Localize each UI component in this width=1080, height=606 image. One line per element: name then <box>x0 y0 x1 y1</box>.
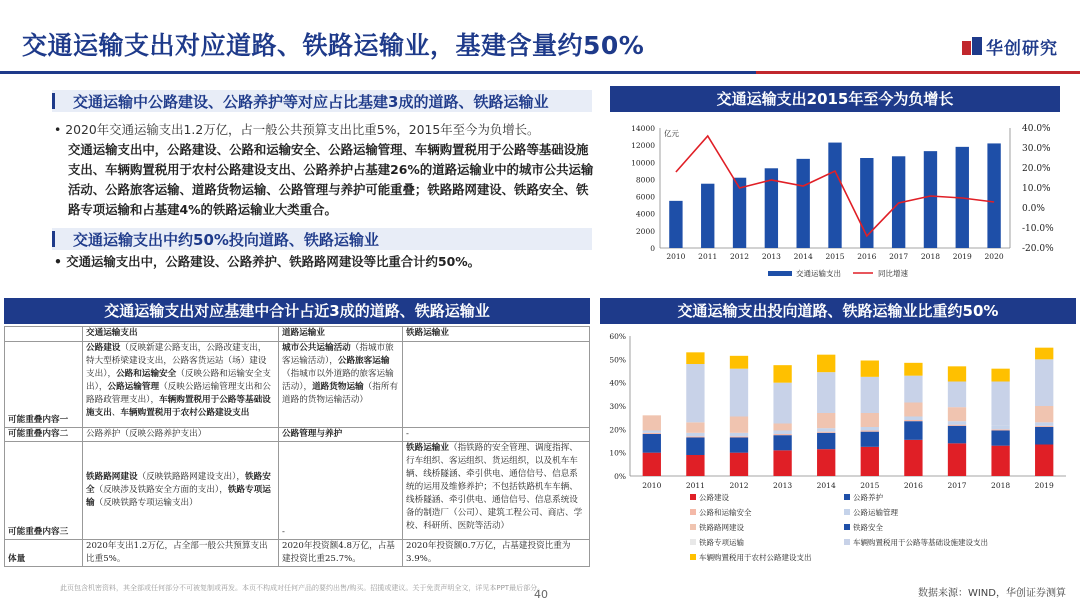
table-text: （反映公路运输管理支出和公路路政管理支出）， <box>86 382 271 405</box>
stack-segment <box>730 417 748 433</box>
legend-label: 铁路专项运输 <box>699 538 744 547</box>
stack-segment <box>904 376 922 403</box>
y-tick-label: 30% <box>609 402 626 411</box>
table-row-label: 体量 <box>5 540 83 567</box>
table-cell <box>279 342 403 428</box>
legend-label: 公路建设 <box>699 493 729 502</box>
stack-segment <box>686 352 704 364</box>
stack-segment <box>730 436 748 437</box>
x-tick-label: 2014 <box>793 252 813 261</box>
x-tick-label: 2012 <box>729 481 749 490</box>
stack-segment <box>730 433 748 437</box>
stack-segment <box>1035 427 1053 445</box>
stack-segment <box>948 443 966 476</box>
table-keyword: 铁路安全 <box>86 472 271 495</box>
stack-segment <box>686 436 704 437</box>
bullet-dot-icon: • <box>54 254 67 269</box>
heading-bar-icon <box>52 231 55 247</box>
legend-label: 公路和运输安全 <box>699 508 752 517</box>
table-cell <box>83 442 279 540</box>
bullet-dot-icon: • <box>54 122 66 137</box>
stack-segment <box>1035 359 1053 406</box>
stack-segment <box>643 433 661 434</box>
table-keyword: 铁路运输业 <box>406 443 449 453</box>
stack-segment <box>904 420 922 421</box>
chart-bottom-banner: 交通运输支出投向道路、铁路运输业比重约50% <box>600 298 1076 324</box>
bar-mark <box>924 151 937 248</box>
stack-segment <box>991 431 1009 446</box>
table-keyword: 铁路路网建设 <box>86 472 138 482</box>
stack-segment <box>730 356 748 369</box>
brand-logo <box>962 34 1058 59</box>
x-tick-label: 2017 <box>947 481 967 490</box>
stack-segment <box>904 403 922 417</box>
table-header: 道路运输业 <box>279 327 403 342</box>
x-tick-label: 2014 <box>816 481 836 490</box>
x-tick-label: 2010 <box>642 481 662 490</box>
stack-segment <box>773 424 791 431</box>
legend-swatch <box>690 509 696 515</box>
table-keyword: 城市公共运输活动 <box>282 343 351 353</box>
x-tick-label: 2016 <box>857 252 877 261</box>
x-tick-label: 2017 <box>889 252 909 261</box>
y2-tick-label: 20.0% <box>1022 164 1051 174</box>
legend-bar-label: 交通运输支出 <box>796 269 841 278</box>
table-text: （反映新建公路支出，公路改建支出，特大型桥梁建设支出，公路客货运站（场）建设支出）， <box>86 343 267 379</box>
stack-segment <box>643 453 661 476</box>
y2-tick-label: -20.0% <box>1022 244 1054 254</box>
stack-segment <box>817 355 835 373</box>
y2-tick-label: 0.0% <box>1022 204 1045 214</box>
y2-tick-label: 10.0% <box>1022 184 1051 194</box>
stack-segment <box>948 366 966 381</box>
stack-segment <box>1035 406 1053 422</box>
stack-segment <box>861 447 879 476</box>
stack-segment <box>904 440 922 476</box>
stack-segment <box>861 377 879 413</box>
chart-top-banner: 交通运输支出2015年至今为负增长 <box>610 86 1060 112</box>
stack-segment <box>904 363 922 376</box>
section1-bullet <box>54 120 594 220</box>
stack-segment <box>817 372 835 413</box>
legend-swatch <box>690 539 696 545</box>
table-cell: 公路养护（反映公路养护支出） <box>83 428 279 442</box>
bar-mark <box>828 143 841 248</box>
y-tick-label: 12000 <box>631 141 655 151</box>
data-source: 数据来源：WIND，华创证券测算 <box>917 588 1066 599</box>
table-cell: 2020年投资额0.7万亿，占基建投资比重为3.9%。 <box>403 540 590 567</box>
y-tick-label: 14000 <box>631 124 655 133</box>
section1-heading-text: 交通运输中公路建设、公路养护等对应占比基建3成的道路、铁路运输业 <box>73 92 549 111</box>
table-cell <box>403 442 590 540</box>
title-divider <box>0 71 1080 74</box>
stack-segment <box>861 427 879 431</box>
table-text: （反映铁路专项运输支出） <box>94 498 198 508</box>
table-row-label: 可能重叠内容一 <box>5 342 83 428</box>
x-tick-label: 2012 <box>729 252 750 261</box>
stack-segment <box>730 369 748 417</box>
table-cell: 2020年支出1.2万亿，占全部一般公共预算支出比重5%。 <box>83 540 279 567</box>
stack-segment <box>948 426 966 444</box>
table-text: 、 <box>111 408 121 418</box>
stack-segment <box>904 421 922 440</box>
table-keyword: 车辆购置税用于农村公路建设支出 <box>120 408 250 418</box>
table-keyword: 公路旅客运输 <box>337 356 390 366</box>
chart-bottom-stacked <box>600 328 1076 576</box>
stack-segment <box>773 365 791 383</box>
legend-swatch <box>844 539 850 545</box>
table-corner-cell <box>5 327 83 342</box>
stack-segment <box>817 428 835 432</box>
table-row <box>5 540 590 567</box>
y-tick-label: 8000 <box>635 175 655 185</box>
table-keyword: 道路货物运输 <box>312 382 364 392</box>
table-row-label: 可能重叠内容三 <box>5 442 83 540</box>
legend-label: 车辆购置税用于农村公路建设支出 <box>699 553 812 562</box>
x-tick-label: 2020 <box>984 252 1004 261</box>
x-tick-label: 2019 <box>952 252 972 261</box>
y-tick-label: 4000 <box>635 209 655 219</box>
legend-label: 公路养护 <box>853 493 883 502</box>
table-row-label: 可能重叠内容二 <box>5 428 83 442</box>
logo-mark-icon <box>962 37 982 57</box>
stack-segment <box>773 431 791 435</box>
table-cell <box>83 342 279 428</box>
section1-bullet-lead: 2020年交通运输支出1.2万亿，占一般公共预算支出比重5%，2015年至今为负增长。 <box>65 122 540 137</box>
stack-segment <box>643 431 661 433</box>
stack-segment <box>861 432 879 447</box>
bar-mark <box>701 184 714 248</box>
stack-segment <box>948 425 966 426</box>
stack-segment <box>686 438 704 456</box>
y-tick-label: 0% <box>614 472 626 481</box>
y-tick-label: 2000 <box>635 226 655 236</box>
stack-segment <box>817 433 835 449</box>
unit-label: 亿元 <box>664 129 679 138</box>
x-tick-label: 2016 <box>903 481 923 490</box>
table-keyword: 铁路专项运输 <box>86 485 271 508</box>
y-tick-label: 50% <box>609 355 626 365</box>
y2-tick-label: 40.0% <box>1022 124 1051 134</box>
stack-segment <box>686 455 704 476</box>
page-number: 40 <box>534 588 548 601</box>
chart-top-combo <box>610 116 1060 288</box>
stack-segment <box>730 438 748 453</box>
x-tick-label: 2010 <box>666 252 686 261</box>
stack-segment <box>1035 348 1053 360</box>
y-tick-label: 10000 <box>631 158 655 168</box>
x-tick-label: 2013 <box>773 481 793 490</box>
heading-bar-icon <box>52 93 55 109</box>
stack-segment <box>686 433 704 437</box>
stack-segment <box>643 415 661 430</box>
section1-heading <box>52 90 592 112</box>
table-cell: 2020年投资额4.8万亿，占基建投资比重25.7%。 <box>279 540 403 567</box>
x-tick-label: 2018 <box>920 252 941 261</box>
table-row <box>5 342 590 428</box>
y-tick-label: 10% <box>609 448 626 458</box>
stack-segment <box>773 383 791 424</box>
stack-segment <box>643 434 661 453</box>
stack-segment <box>773 450 791 476</box>
stack-segment <box>861 361 879 377</box>
table-keyword: 车辆购置税用于公路等基础设施支出 <box>86 395 271 418</box>
legend-swatch <box>844 524 850 530</box>
stack-segment <box>817 449 835 476</box>
table-text: （指城市以外道路的旅客运输活动）， <box>282 369 394 392</box>
table-text: （指铁路的安全管理、调度指挥、行车组织、客运组织、货运组织，以及机车车辆、线桥隧涵、牵引供电、通信信号、信息系统的运用及维修养护；不包括铁路机车车辆、线桥隧涵、牵引供电、通信信号、信息系统设备的制造厂（公司）、建筑工程公司、商店、学校、科研所、医院等活动） <box>406 443 583 531</box>
logo-text: 华创研究 <box>986 39 1058 59</box>
x-tick-label: 2015 <box>825 252 845 261</box>
legend-swatch <box>690 524 696 530</box>
y-tick-label: 20% <box>609 425 626 435</box>
stack-segment <box>1035 426 1053 427</box>
section1-bullet-body: 交通运输支出中，公路建设、公路和运输安全、公路运输管理、车辆购置税用于公路等基础设施支出、车辆购置税用于农村公路建设支出、公路养护占基建26%的道路运输业中的城市公共运输活动、公路旅客运输、道路货物运输、公路管理与养护可能重叠；铁路路网建设、铁路安全、铁路专项运输和占基建4%的铁路运输业大类重合。 <box>68 142 594 217</box>
y-tick-label: 6000 <box>635 192 655 202</box>
stack-segment <box>773 434 791 435</box>
y2-tick-label: 30.0% <box>1022 144 1051 154</box>
table-text: （反映公路和运输安全支出）， <box>86 369 271 392</box>
stack-segment <box>904 417 922 421</box>
y-tick-label: 60% <box>609 332 626 341</box>
table-banner: 交通运输支出对应基建中合计占近3成的道路、铁路运输业 <box>4 298 590 324</box>
table-cell: 公路管理与养护 <box>279 428 403 442</box>
legend-line-label: 同比增速 <box>878 269 908 278</box>
table-cell: - <box>403 428 590 442</box>
stack-segment <box>1035 422 1053 426</box>
legend-swatch <box>844 494 850 500</box>
section2-bullet <box>54 252 594 272</box>
table-header-row <box>5 327 590 342</box>
stack-segment <box>991 446 1009 476</box>
legend-label: 车辆购置税用于公路等基础设施建设支出 <box>853 538 988 547</box>
stack-segment <box>730 453 748 476</box>
stack-segment <box>861 431 879 432</box>
section2-bullet-text: 交通运输支出中，公路建设、公路养护、铁路路网建设等比重合计约50%。 <box>66 254 481 269</box>
y-tick-label: 0 <box>650 244 655 253</box>
y-tick-label: 40% <box>609 378 626 388</box>
stack-segment <box>948 382 966 408</box>
legend-label: 公路运输管理 <box>853 508 898 517</box>
stack-segment <box>686 422 704 433</box>
legend-bar-swatch <box>768 271 792 276</box>
table-text: （指城市旅客运输活动）， <box>282 343 394 366</box>
table-text: （反映涉及铁路安全方面的支出）， <box>94 485 228 495</box>
table-row <box>5 428 590 442</box>
table-cell <box>403 342 590 428</box>
stack-segment <box>991 369 1009 382</box>
table-cell: - <box>279 442 403 540</box>
stack-segment <box>1035 445 1053 477</box>
legend-label: 铁路路网建设 <box>699 523 744 532</box>
table-header: 铁路运输业 <box>403 327 590 342</box>
x-tick-label: 2019 <box>1034 481 1054 490</box>
x-tick-label: 2015 <box>860 481 880 490</box>
legend-swatch <box>690 554 696 560</box>
stack-segment <box>817 413 835 428</box>
stack-segment <box>991 429 1009 430</box>
stack-segment <box>861 413 879 427</box>
table-keyword: 公路建设 <box>86 343 121 353</box>
bar-mark <box>987 143 1000 248</box>
stack-segment <box>817 432 835 433</box>
legend-label: 铁路安全 <box>853 523 883 532</box>
stack-segment <box>991 382 1009 426</box>
legend-swatch <box>844 509 850 515</box>
bar-mark <box>669 201 682 248</box>
stack-segment <box>948 421 966 425</box>
y2-tick-label: -10.0% <box>1022 224 1054 234</box>
stack-segment <box>991 426 1009 430</box>
x-tick-label: 2011 <box>698 252 718 261</box>
table-keyword: 公路运输管理 <box>107 382 160 392</box>
table-text: （反映铁路路网建设支出）， <box>137 472 245 482</box>
table-keyword: 公路和运输安全 <box>116 369 177 379</box>
stack-segment <box>773 435 791 450</box>
x-tick-label: 2018 <box>991 481 1011 490</box>
bar-mark <box>797 159 810 248</box>
overlap-table <box>4 326 590 567</box>
page-title: 交通运输支出对应道路、铁路运输业，基建含量约50% <box>22 31 645 60</box>
section2-heading-text: 交通运输支出中约50%投向道路、铁路运输业 <box>73 230 379 249</box>
stack-segment <box>686 364 704 422</box>
section2-heading <box>52 228 592 250</box>
footer-disclaimer: 此页包含机密资料，其全部或任何部分不可被复制或再发。本页不构成对任何产品的要约出售/购买。招揽或建议。关于免责声明全文，详见本PPT最后部分。 <box>60 584 545 592</box>
stack-segment <box>948 407 966 421</box>
table-row <box>5 442 590 540</box>
x-tick-label: 2011 <box>685 481 705 490</box>
table-header: 交通运输支出 <box>83 327 279 342</box>
legend-swatch <box>690 494 696 500</box>
x-tick-label: 2013 <box>761 252 781 261</box>
table-text: （指所有道路的货物运输活动） <box>282 382 399 405</box>
